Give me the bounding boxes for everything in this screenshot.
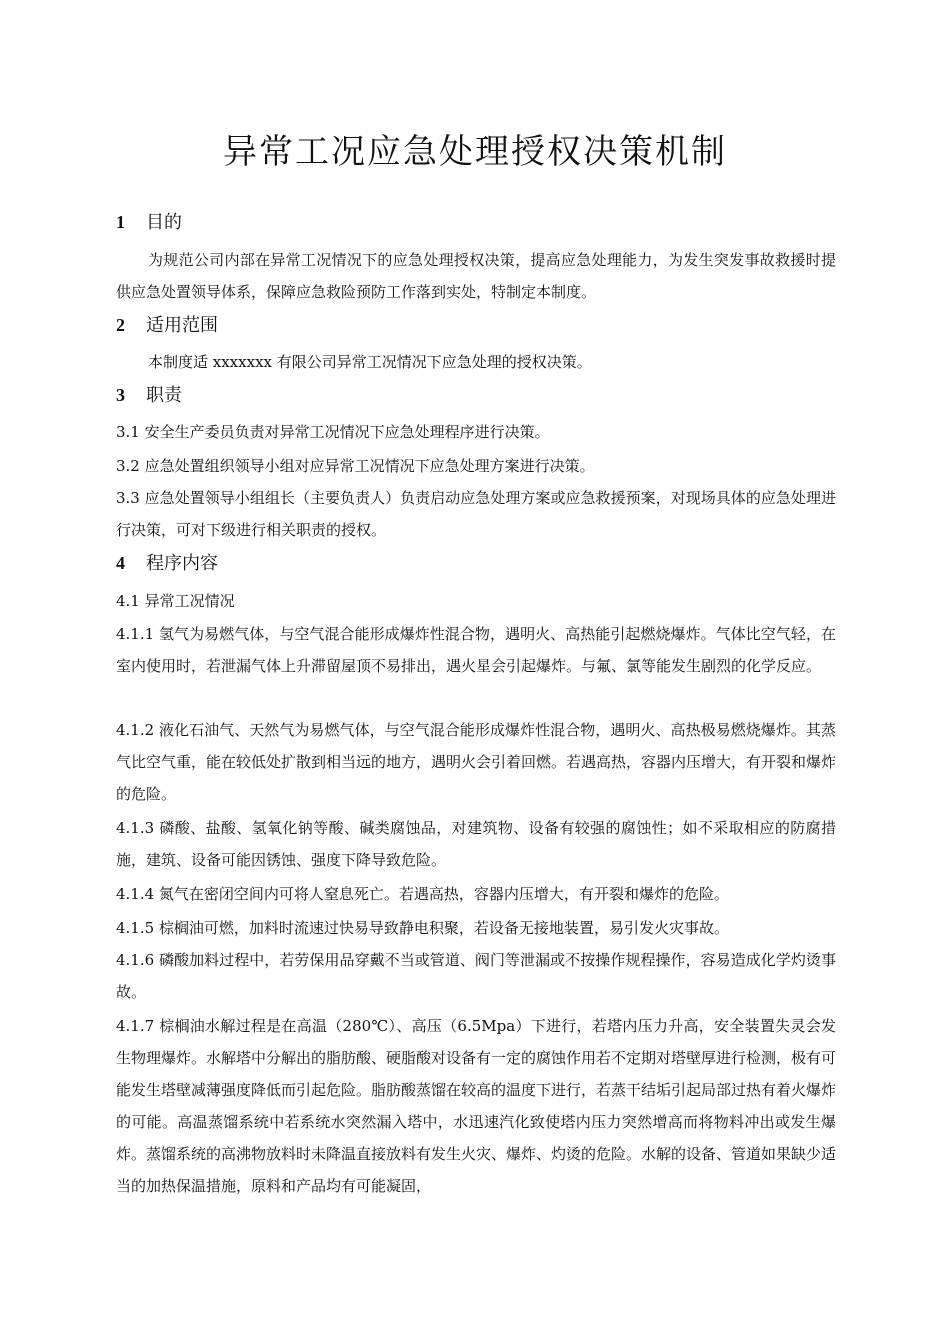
section-2-heading — [116, 312, 218, 339]
document-title: 异常工况应急处理授权决策机制 — [223, 132, 727, 172]
section-number: 1 — [116, 212, 125, 232]
scope-paragraph: 本制度适 xxxxxxx 有限公司异常工况情况下应急处理的授权决策。 — [148, 353, 592, 371]
section-1-heading — [116, 209, 182, 236]
section-4-heading — [116, 550, 218, 577]
section-title: 目的 — [146, 212, 182, 233]
responsibility-3-2: 3.2 应急处置组织领导小组对应异常工况情况下应急处理方案进行决策。 — [116, 457, 595, 475]
section-number: 3 — [116, 385, 125, 405]
clause-4-1-3: 4.1.3 磷酸、盐酸、氢氧化钠等酸、碱类腐蚀品，对建筑物、设备有较强的腐蚀性；如不采取相应的防腐措施，建筑、设备可能因锈蚀、强度下降导致危险。 — [116, 819, 836, 869]
section-title: 程序内容 — [146, 553, 218, 574]
clause-4-1-2: 4.1.2 液化石油气、天然气为易燃气体，与空气混合能形成爆炸性混合物，遇明火、高热极易燃烧爆炸。其蒸气比空气重，能在较低处扩散到相当远的地方，遇明火会引着回燃。若遇高热，容器内压增大，有开裂和爆炸的危险。 — [116, 721, 837, 803]
clause-4-1-1: 4.1.1 氢气为易燃气体，与空气混合能形成爆炸性混合物，遇明火、高热能引起燃烧爆炸。气体比空气轻，在室内使用时，若泄漏气体上升滞留屋顶不易排出，遇火星会引起爆炸。与氟、氯等能发生剧烈的化学反应。 — [116, 625, 836, 675]
responsibility-3-3: 3.3 应急处置领导小组组长（主要负责人）负责启动应急处理方案或应急救援预案，对现场具体的应急处理进行决策，可对下级进行相关职责的授权。 — [116, 489, 836, 539]
section-title: 适用范围 — [146, 315, 218, 336]
purpose-paragraph: 为规范公司内部在异常工况情况下的应急处理授权决策，提高应急处理能力，为发生突发事故救援时提供应急处置领导体系，保障应急救险预防工作落到实处，特制定本制度。 — [116, 251, 836, 301]
clause-4-1-6: 4.1.6 磷酸加料过程中，若劳保用品穿戴不当或管道、阀门等泄漏或不按操作规程操作，容易造成化学灼烫事故。 — [116, 951, 836, 1001]
section-3-heading — [116, 382, 182, 409]
clause-4-1-5: 4.1.5 棕榈油可燃，加料时流速过快易导致静电积聚，若设备无接地装置，易引发火灾事故。 — [116, 919, 729, 937]
clause-4-1-4: 4.1.4 氮气在密闭空间内可将人窒息死亡。若遇高热，容器内压增大，有开裂和爆炸的危险。 — [116, 885, 729, 903]
subsection-4-1: 4.1 异常工况情况 — [116, 592, 235, 610]
responsibility-3-1: 3.1 安全生产委员负责对异常工况情况下应急处理程序进行决策。 — [116, 423, 550, 441]
section-number: 2 — [116, 315, 125, 335]
section-number: 4 — [116, 553, 125, 573]
section-title: 职责 — [146, 385, 182, 406]
clause-4-1-7: 4.1.7 棕榈油水解过程是在高温（280℃）、高压（6.5Mpa）下进行，若塔内压力升高，安全装置失灵会发生物理爆炸。水解塔中分解出的脂肪酸、硬脂酸对设备有一定的腐蚀作用若不定期对塔壁厚进行检测，极有可能发生塔壁减薄强度降低而引起危险。脂肪酸蒸馏在较高的温度下进行，若蒸干结垢引起局部过热有着火爆炸的可能。高温蒸馏系统中若系统水突然漏入塔中，水迅速汽化致使塔内压力突然增高而将物料冲出或发生爆炸。蒸馏系统的高沸物放料时未降温直接放料有发生火灾、爆炸、灼烫的危险。水解的设备、管道如果缺少适当的加热保温措施，原料和产品均有可能凝固， — [116, 1017, 837, 1195]
